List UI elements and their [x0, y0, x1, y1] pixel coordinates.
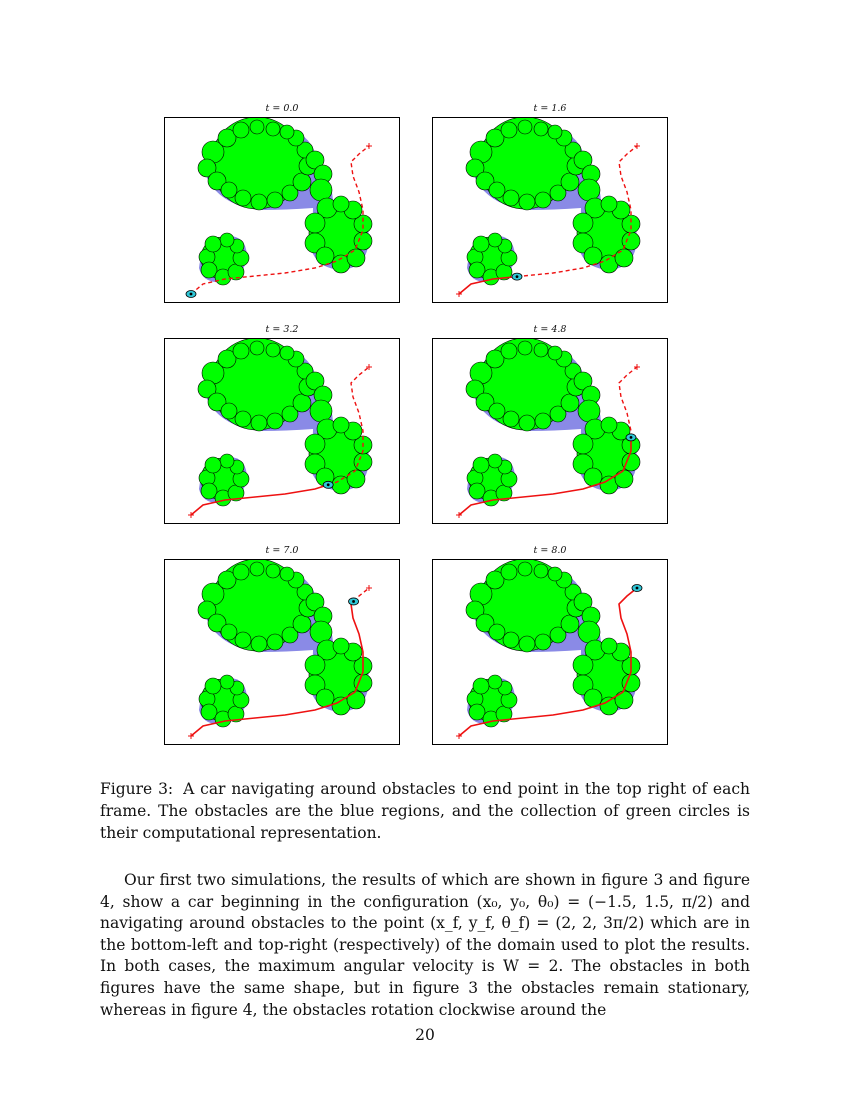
- plot-canvas: [165, 118, 399, 302]
- obstacle-circle: [347, 249, 365, 267]
- figure-caption: [100, 778, 750, 844]
- obstacle-group: [466, 118, 640, 285]
- obstacle-circle: [561, 615, 579, 633]
- plot-canvas: [165, 339, 399, 523]
- obstacle-circle: [233, 122, 249, 138]
- car-icon: [323, 481, 333, 488]
- plot-frame: [164, 338, 400, 524]
- obstacle-circle: [201, 483, 217, 499]
- obstacle-circle: [310, 179, 332, 201]
- obstacle-circle: [220, 454, 234, 468]
- obstacle-circle: [280, 567, 294, 581]
- obstacle-circle: [469, 704, 485, 720]
- obstacle-circle: [518, 562, 532, 576]
- obstacle-circle: [347, 691, 365, 709]
- obstacle-circle: [333, 638, 349, 654]
- caption-text: A car navigating around obstacles to end point in the top right of each frame. The obstacles are the blue regions, and the collection of green circles is their computational representation.: [100, 780, 750, 842]
- obstacle-circle: [473, 457, 489, 473]
- obstacle-circle: [469, 483, 485, 499]
- obstacle-group: [466, 560, 640, 727]
- plot-canvas: [433, 560, 667, 744]
- obstacle-circle: [573, 213, 593, 233]
- obstacle-circle: [518, 120, 532, 134]
- obstacle-circle: [501, 564, 517, 580]
- obstacle-circle: [534, 122, 548, 136]
- car-icon: [632, 585, 642, 592]
- obstacle-circle: [220, 675, 234, 689]
- obstacle-circle: [305, 655, 325, 675]
- obstacle-circle: [473, 236, 489, 252]
- obstacle-group: [198, 118, 372, 285]
- obstacle-circle: [267, 413, 283, 429]
- obstacle-circle: [205, 457, 221, 473]
- obstacle-circle: [205, 236, 221, 252]
- obstacle-circle: [503, 411, 519, 427]
- obstacle-circle: [267, 634, 283, 650]
- obstacle-circle: [250, 120, 264, 134]
- obstacle-circle: [535, 634, 551, 650]
- car-icon: [349, 598, 359, 605]
- obstacle-circle: [548, 346, 562, 360]
- obstacle-circle: [469, 262, 485, 278]
- obstacle-circle: [501, 343, 517, 359]
- obstacle-circle: [220, 233, 234, 247]
- panel-title: t = 3.2: [265, 324, 299, 335]
- obstacle-circle: [601, 417, 617, 433]
- car-icon: [186, 291, 196, 298]
- obstacle-circle: [221, 403, 237, 419]
- obstacle-circle: [561, 394, 579, 412]
- obstacle-circle: [578, 400, 600, 422]
- obstacle-circle: [221, 624, 237, 640]
- obstacle-circle: [561, 173, 579, 191]
- obstacle-circle: [293, 615, 311, 633]
- obstacle-circle: [280, 125, 294, 139]
- plot-frame: [432, 338, 668, 524]
- obstacle-circle: [601, 638, 617, 654]
- obstacle-circle: [267, 192, 283, 208]
- plot-canvas: [433, 118, 667, 302]
- panel-title: t = 8.0: [533, 545, 567, 556]
- obstacle-circle: [305, 213, 325, 233]
- obstacle-group: [466, 339, 640, 506]
- obstacle-circle: [235, 632, 251, 648]
- obstacle-circle: [280, 346, 294, 360]
- obstacle-circle: [501, 122, 517, 138]
- obstacle-circle: [519, 636, 535, 652]
- obstacle-circle: [293, 394, 311, 412]
- obstacle-circle: [316, 247, 334, 265]
- plot-canvas: [165, 560, 399, 744]
- obstacle-circle: [489, 182, 505, 198]
- obstacle-circle: [548, 567, 562, 581]
- obstacle-circle: [488, 233, 502, 247]
- car-icon: [512, 273, 522, 280]
- obstacle-circle: [310, 400, 332, 422]
- obstacle-circle: [473, 678, 489, 694]
- goal-marker-icon: [366, 143, 372, 149]
- obstacle-circle: [601, 196, 617, 212]
- obstacle-circle: [488, 454, 502, 468]
- obstacle-circle: [578, 621, 600, 643]
- obstacle-circle: [233, 343, 249, 359]
- obstacle-circle: [534, 564, 548, 578]
- obstacle-circle: [235, 190, 251, 206]
- caption-label: Figure 3:: [100, 780, 174, 798]
- obstacle-circle: [293, 173, 311, 191]
- body-paragraph: Our first two simulations, the results of which are shown in figure 3 and figure 4, show a car beginning in the configuration (x₀, y₀, θ₀) = (−1.5, 1.5, π/2) and navigating around obstacles to the point (x_f, y_f, θ_f) = (2, 2, 3π/2) which are in the bottom-left and top-right (respectively) of the domain used to plot the results. In both cases, the maximum angular velocity is W = 2. The obstacles in both figures have the same shape, but in figure 3 the obstacles remain stationary, whereas in figure 4, the obstacles rotation clockwise around the: [100, 871, 750, 1019]
- panel-title: t = 1.6: [533, 103, 567, 114]
- obstacle-circle: [235, 411, 251, 427]
- panel-title: t = 7.0: [265, 545, 299, 556]
- plot-frame: [164, 559, 400, 745]
- obstacle-circle: [615, 470, 633, 488]
- obstacle-circle: [535, 192, 551, 208]
- plot-frame: [432, 117, 668, 303]
- obstacle-circle: [310, 621, 332, 643]
- obstacle-circle: [250, 341, 264, 355]
- obstacle-circle: [333, 417, 349, 433]
- obstacle-circle: [615, 691, 633, 709]
- obstacle-circle: [489, 403, 505, 419]
- goal-marker-icon: [634, 143, 640, 149]
- obstacle-circle: [489, 624, 505, 640]
- obstacle-circle: [548, 125, 562, 139]
- obstacle-circle: [251, 415, 267, 431]
- obstacle-circle: [354, 453, 372, 471]
- car-icon: [626, 434, 636, 441]
- panel-title: t = 4.8: [533, 324, 567, 335]
- plot-frame: [432, 559, 668, 745]
- obstacle-circle: [519, 194, 535, 210]
- obstacle-circle: [615, 249, 633, 267]
- obstacle-circle: [534, 343, 548, 357]
- obstacle-circle: [266, 122, 280, 136]
- obstacle-circle: [233, 564, 249, 580]
- obstacle-circle: [503, 632, 519, 648]
- obstacle-circle: [584, 247, 602, 265]
- page-number: 20: [415, 1026, 435, 1044]
- obstacle-group: [198, 339, 372, 506]
- obstacle-circle: [518, 341, 532, 355]
- obstacle-circle: [305, 434, 325, 454]
- obstacle-circle: [205, 678, 221, 694]
- obstacle-circle: [266, 343, 280, 357]
- obstacle-circle: [578, 179, 600, 201]
- obstacle-circle: [201, 704, 217, 720]
- plot-canvas: [433, 339, 667, 523]
- obstacle-circle: [266, 564, 280, 578]
- obstacle-group: [198, 560, 372, 727]
- obstacle-circle: [251, 194, 267, 210]
- obstacle-circle: [333, 196, 349, 212]
- obstacle-circle: [573, 655, 593, 675]
- obstacle-circle: [535, 413, 551, 429]
- obstacle-circle: [503, 190, 519, 206]
- obstacle-circle: [250, 562, 264, 576]
- plot-frame: [164, 117, 400, 303]
- obstacle-circle: [573, 434, 593, 454]
- obstacle-circle: [488, 675, 502, 689]
- obstacle-circle: [347, 470, 365, 488]
- obstacle-circle: [221, 182, 237, 198]
- panel-title: t = 0.0: [265, 103, 299, 114]
- obstacle-circle: [251, 636, 267, 652]
- obstacle-circle: [201, 262, 217, 278]
- obstacle-circle: [519, 415, 535, 431]
